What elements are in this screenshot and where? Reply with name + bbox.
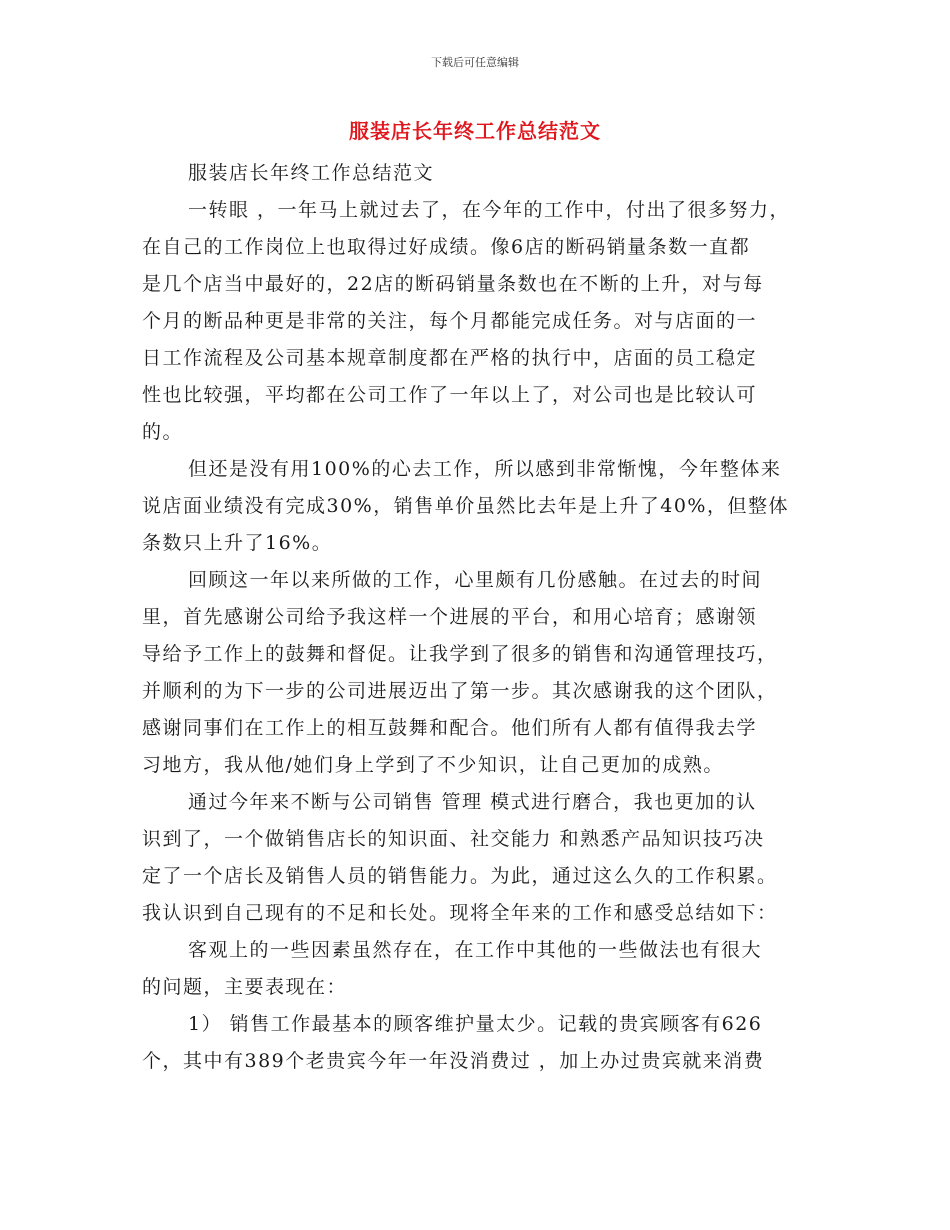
text-line: 个，其中有389个老贵宾今年一年没消费过 ，加上办过贵宾就来消费	[142, 1050, 765, 1072]
text-line: 说店面业绩没有完成30%，销售单价虽然比去年是上升了40%，但整体	[142, 495, 789, 517]
text-line: 是几个店当中最好的，22店的断码销量条数也在不断的上升，对与每	[142, 273, 764, 295]
text-line: 客观上的一些因素虽然存在，在工作中其他的一些做法也有很大	[188, 939, 763, 961]
header-note: 下载后可任意编辑	[431, 56, 519, 69]
text-line: 定了一个店长及销售人员的销售能力。为此，通过这么久的工作积累。	[142, 865, 778, 887]
text-line: 一转眼 ，一年马上就过去了，在今年的工作中，付出了很多努力，	[188, 199, 791, 221]
text-line: 条数只上升了16%。	[142, 532, 333, 554]
text-line: 并顺利的为下一步的公司进展迈出了第一步。其次感谢我的这个团队，	[142, 680, 778, 702]
text-line: 个月的断品种更是非常的关注，每个月都能完成任务。对与店面的一	[142, 310, 758, 332]
text-line: 但还是没有用100%的心去工作，所以感到非常惭愧，今年整体来	[188, 458, 782, 480]
text-line: 感谢同事们在工作上的相互鼓舞和配合。他们所有人都有值得我去学	[142, 717, 758, 739]
text-line: 习地方，我从他/她们身上学到了不少知识，让自己更加的成熟。	[142, 754, 724, 776]
text-line: 的。	[142, 421, 184, 443]
text-line: 导给予工作上的鼓舞和督促。让我学到了很多的销售和沟通管理技巧，	[142, 643, 778, 665]
text-line: 服装店长年终工作总结范文	[188, 162, 435, 184]
text-line: 回顾这一年以来所做的工作，心里颇有几份感触。在过去的时间	[188, 569, 763, 591]
text-line: 在自己的工作岗位上也取得过好成绩。像6店的断码销量条数一直都	[142, 236, 751, 258]
text-line: 日工作流程及公司基本规章制度都在严格的执行中，店面的员工稳定	[142, 347, 758, 369]
text-line: 我认识到自己现有的不足和长处。现将全年来的工作和感受总结如下：	[142, 902, 778, 924]
text-line: 性也比较强，平均都在公司工作了一年以上了，对公司也是比较认可	[142, 384, 758, 406]
text-line: 通过今年来不断与公司销售 管理 模式进行磨合，我也更加的认	[188, 791, 757, 813]
text-line: 1） 销售工作最基本的顾客维护量太少。记载的贵宾顾客有626	[188, 1013, 763, 1035]
text-line: 里，首先感谢公司给予我这样一个进展的平台，和用心培育；感谢领	[142, 606, 758, 628]
text-line: 识到了，一个做销售店长的知识面、社交能力 和熟悉产品知识技巧决	[142, 828, 765, 850]
text-line: 的问题，主要表现在：	[142, 976, 348, 998]
document-title: 服装店长年终工作总结范文	[349, 119, 601, 143]
